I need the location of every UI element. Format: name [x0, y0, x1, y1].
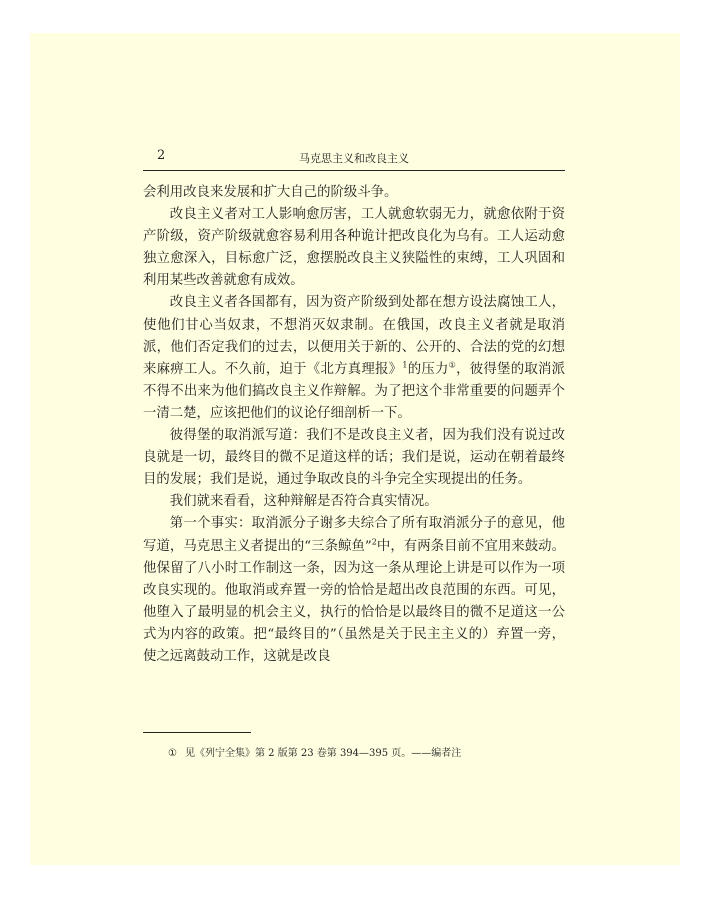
- paragraph-text: ，彼得堡的取消派不得不出来为他们搞改良主义作辩解。为了把这个非常重要的问题弄个一清二楚，应该把他们的议论仔细剖析一下。: [143, 361, 566, 421]
- page-header: [143, 148, 565, 171]
- body-text: [143, 182, 565, 668]
- paragraph-text: 第一个事实：取消派分子谢多夫综合了所有取消派分子的意见，他写道，马克思主义者提出的“三条鲸鱼”: [143, 516, 565, 554]
- footnote-text: 见《列宁全集》第 2 版第 23 卷第 394—395 页。——编者注: [184, 748, 462, 759]
- paragraph: [143, 513, 565, 668]
- paragraph: 我们就来看看，这种辩解是否符合真实情况。: [169, 494, 438, 510]
- footnote: [168, 744, 558, 759]
- paragraph: 彼得堡的取消派写道：我们不是改良主义者，因为我们没有说过改良就是一切，最终目的微不足道这样的话；我们是说，运动在朝着最终目的发展；我们是说，通过争取改良的斗争完全实现提出的任务。: [143, 428, 565, 488]
- footnote-divider: [143, 732, 251, 733]
- endnote-reference: 1: [402, 360, 408, 370]
- running-title: 马克思主义和改良主义: [299, 152, 409, 165]
- page-number: 2: [157, 148, 166, 163]
- endnote-reference: 2: [371, 537, 377, 547]
- paragraph-text: 的压力: [407, 361, 449, 377]
- paragraph-text: 改良主义者各国都有，因为资产阶级到处都在想方设法腐蚀工人，使他们甘心当奴隶，不想消灭奴隶制。在俄国，改良主义者就是取消派，他们否定我们的过去，以便用关于新的、公开的、合法的党的幻想来麻痹工人。不久前，迫于《北方真理报》: [143, 295, 565, 377]
- paragraph: 改良主义者对工人影响愈厉害，工人就愈软弱无力，就愈依附于资产阶级，资产阶级就愈容易利用各种诡计把改良化为乌有。工人运动愈独立愈深入，目标愈广泛，愈摆脱改良主义狭隘性的束缚，工人巩固和利用某些改善就愈有成效。: [143, 207, 565, 289]
- paragraph-continuation: 会利用改良来发展和扩大自己的阶级斗争。: [143, 185, 398, 200]
- paragraph-text: 中，有两条目前不宜用来鼓动。他保留了八小时工作制这一条，因为这一条从理论上讲是可以作为一项改良实现的。他取消或弃置一旁的恰恰是超出改良范围的东西。可见，他堕入了最明显的机会主义，执行的恰恰是以最终目的微不足道这一公式为内容的政策。把“最终目的”（虽然是关于民主主义的）弃置一旁，使之远离鼓动工作，这就是改良: [143, 538, 565, 664]
- paragraph: [143, 292, 565, 425]
- footnote-mark: ①: [168, 748, 177, 759]
- footnote-reference: ①: [448, 360, 457, 370]
